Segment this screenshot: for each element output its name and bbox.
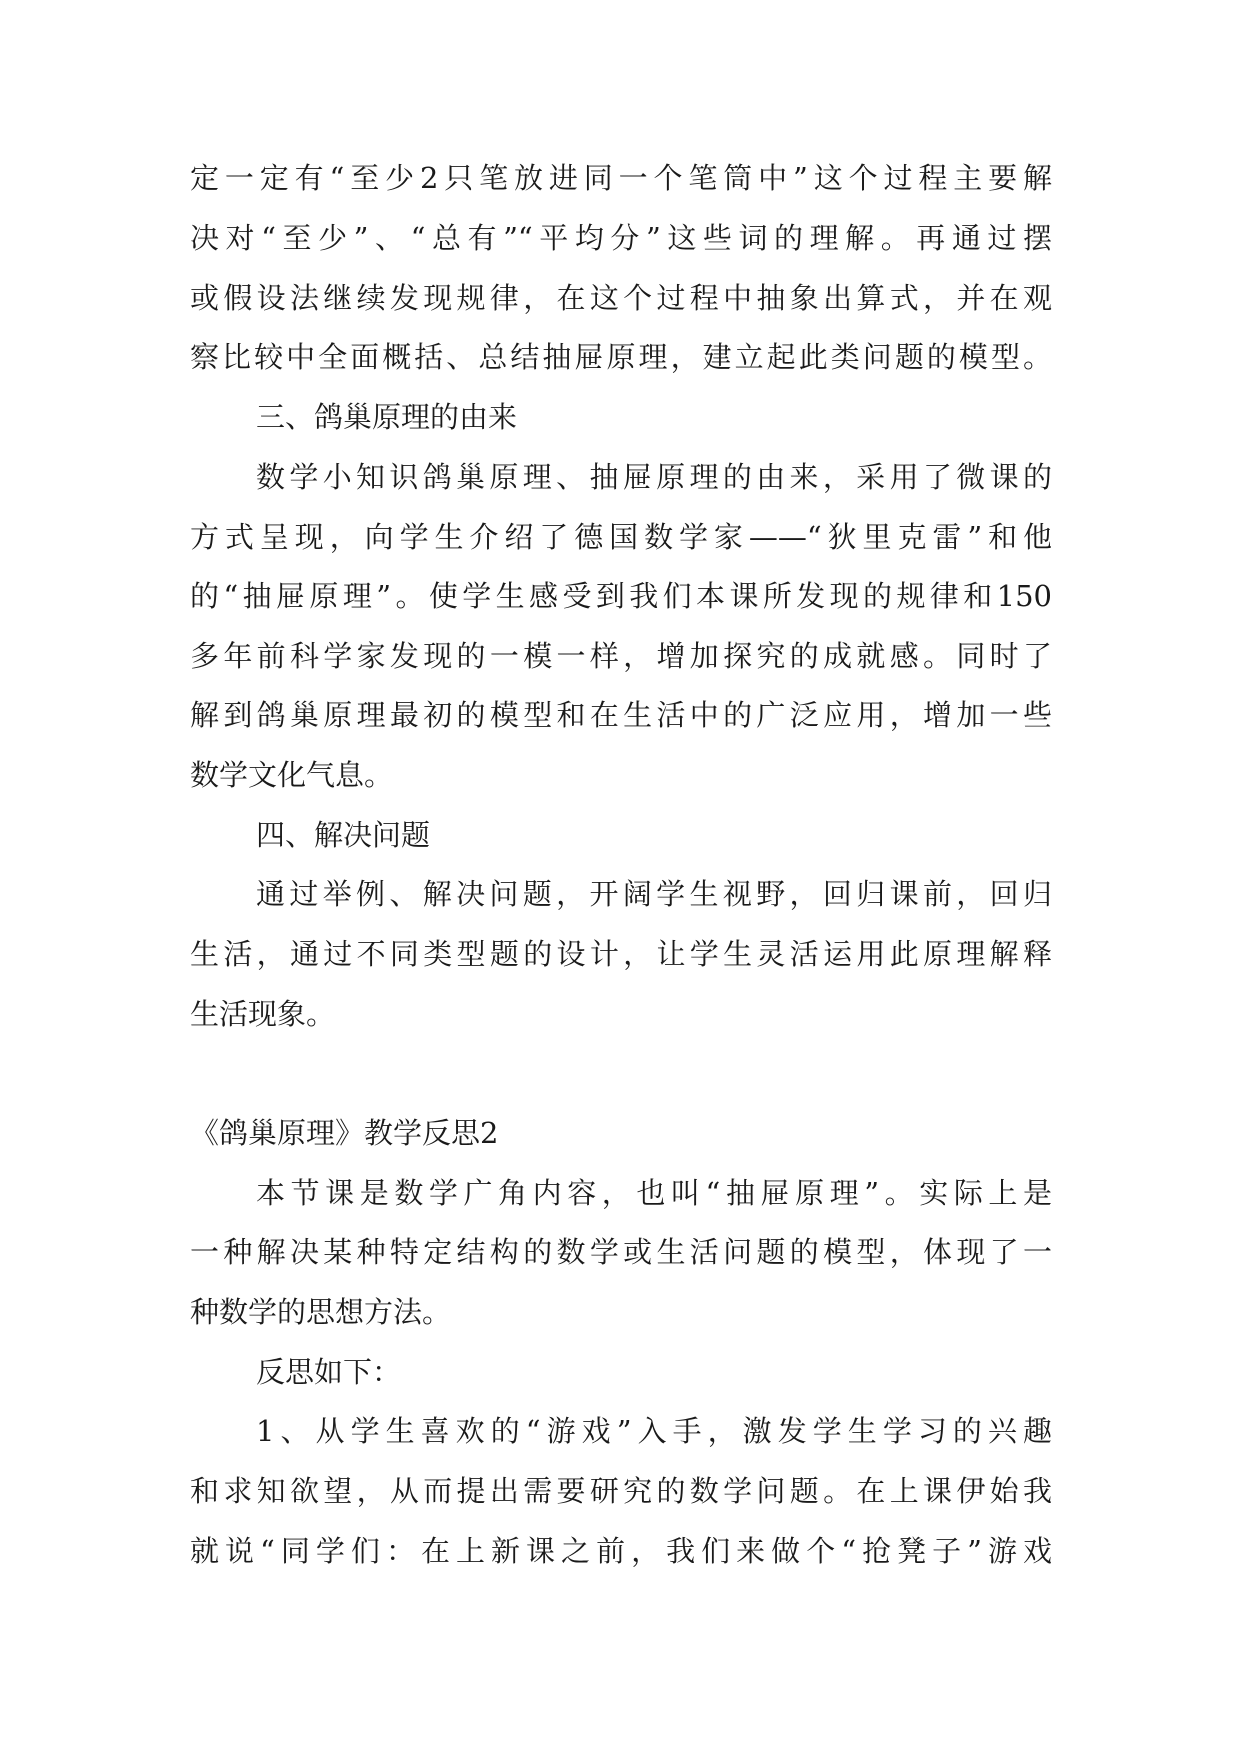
text-line: 就说“同学们：在上新课之前，我们来做个“抢凳子”游戏 <box>190 1534 1052 1568</box>
text-line: 多年前科学家发现的一模一样，增加探究的成就感。同时了 <box>190 639 1052 673</box>
document-title: 《鸽巢原理》教学反思2 <box>190 1116 499 1150</box>
text-line: 种数学的思想方法。 <box>190 1295 452 1329</box>
text-line: 反思如下： <box>256 1355 402 1389</box>
text-line: 1、从学生喜欢的“游戏”入手，激发学生学习的兴趣 <box>256 1414 1052 1448</box>
text-line: 数学小知识鸽巢原理、抽屉原理的由来，采用了微课的 <box>256 460 1052 494</box>
text-line: 和求知欲望，从而提出需要研究的数学问题。在上课伊始我 <box>190 1474 1052 1508</box>
section-heading: 四、解决问题 <box>256 818 431 852</box>
text-line: 或假设法继续发现规律，在这个过程中抽象出算式，并在观 <box>190 281 1052 315</box>
text-line: 生活，通过不同类型题的设计，让学生灵活运用此原理解释 <box>190 937 1052 971</box>
text-line: 本节课是数学广角内容，也叫“抽屉原理”。实际上是 <box>256 1176 1052 1210</box>
text-line: 通过举例、解决问题，开阔学生视野，回归课前，回归 <box>256 877 1052 911</box>
text-line: 解到鸽巢原理最初的模型和在生活中的广泛应用，增加一些 <box>190 698 1052 732</box>
text-line: 察比较中全面概括、总结抽屉原理，建立起此类问题的模型。 <box>190 340 1052 374</box>
text-line: 生活现象。 <box>190 997 336 1031</box>
text-line: 决对“至少”、“总有”“平均分”这些词的理解。再通过摆 <box>190 221 1052 255</box>
text-line: 的“抽屉原理”。使学生感受到我们本课所发现的规律和150 <box>190 579 1052 613</box>
text-line: 定一定有“至少2只笔放进同一个笔筒中”这个过程主要解 <box>190 161 1052 195</box>
text-line: 方式呈现，向学生介绍了德国数学家——“狄里克雷”和他 <box>190 520 1052 554</box>
text-line: 一种解决某种特定结构的数学或生活问题的模型，体现了一 <box>190 1235 1052 1269</box>
section-heading: 三、鸽巢原理的由来 <box>256 400 518 434</box>
text-line: 数学文化气息。 <box>190 758 394 792</box>
